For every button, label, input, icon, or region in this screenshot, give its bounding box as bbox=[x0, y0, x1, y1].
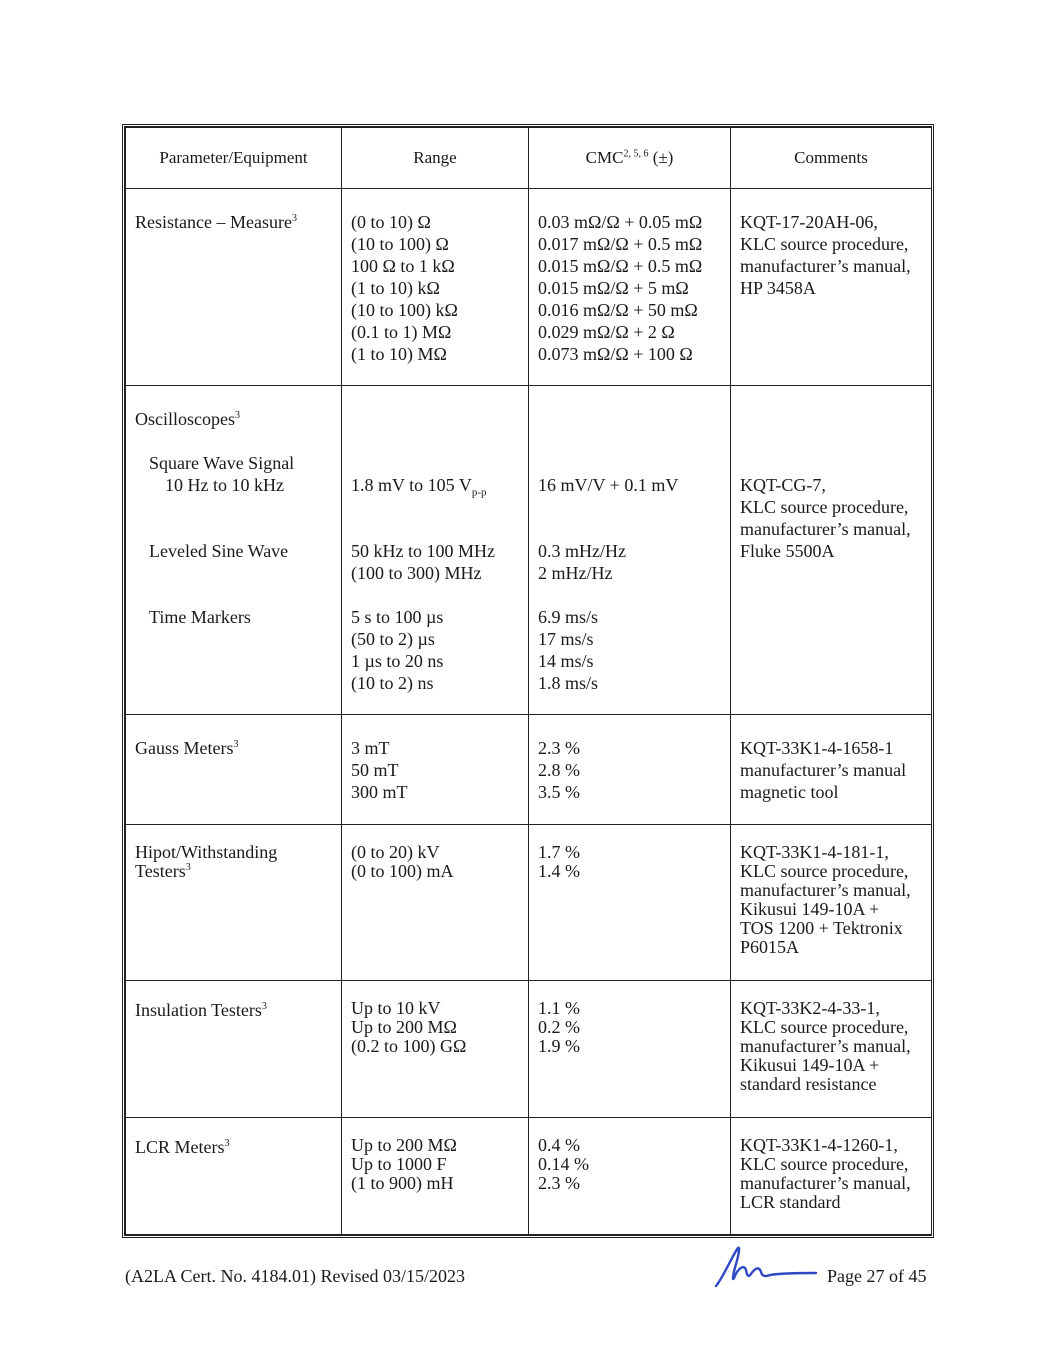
comment-line: TOS 1200 + Tektronix bbox=[740, 918, 903, 938]
comment-line: magnetic tool bbox=[740, 782, 839, 802]
spacer bbox=[351, 496, 519, 518]
cmc-value: 0.4 % bbox=[538, 1135, 580, 1155]
param-name-cont bbox=[135, 862, 332, 881]
spacer bbox=[135, 518, 332, 540]
spacer bbox=[740, 430, 922, 452]
comment-line: Kikusui 149-10A + bbox=[740, 899, 880, 919]
comment-line: KQT-33K1-4-1260-1, bbox=[740, 1135, 898, 1155]
comment-line: manufacturer’s manual, bbox=[740, 880, 911, 900]
range-cell bbox=[342, 1118, 529, 1235]
spacer bbox=[538, 518, 721, 540]
comment-line: manufacturer’s manual, bbox=[740, 519, 911, 539]
range-value bbox=[351, 474, 519, 499]
comment-line: standard resistance bbox=[740, 1074, 877, 1094]
comment-line: Kikusui 149-10A + bbox=[740, 1055, 880, 1075]
range-value: 1 µs to 20 ns bbox=[351, 651, 444, 671]
cmc-value: 2.8 % bbox=[538, 760, 580, 780]
comment-line: KQT-17-20AH-06, bbox=[740, 212, 878, 232]
range-cell bbox=[342, 715, 529, 825]
sub-parameter: Square Wave Signal bbox=[149, 453, 295, 473]
cmc-cell bbox=[529, 825, 731, 981]
sub-parameter: Leveled Sine Wave bbox=[149, 541, 289, 561]
range-cell bbox=[342, 386, 529, 715]
param-name: Testers bbox=[135, 861, 186, 881]
cmc-value: 1.4 % bbox=[538, 861, 580, 881]
range-value: (1 to 900) mH bbox=[351, 1173, 454, 1193]
header-cmc bbox=[529, 128, 731, 189]
comments-cell bbox=[731, 715, 932, 825]
range-value: 3 mT bbox=[351, 738, 390, 758]
footer-page-number: Page 27 of 45 bbox=[827, 1266, 927, 1286]
cmc-value: 0.017 mΩ/Ω + 0.5 mΩ bbox=[538, 234, 703, 254]
cmc-value: 0.029 mΩ/Ω + 2 Ω bbox=[538, 322, 675, 342]
cmc-value: 14 ms/s bbox=[538, 651, 594, 671]
comment-line: manufacturer’s manual, bbox=[740, 1173, 911, 1193]
range-subscript: p-p bbox=[471, 486, 487, 499]
range-value: 100 Ω to 1 kΩ bbox=[351, 256, 455, 276]
param-note: 3 bbox=[261, 1001, 267, 1012]
param-note: 3 bbox=[234, 410, 240, 421]
cmc-value: 0.03 mΩ/Ω + 0.05 mΩ bbox=[538, 212, 703, 232]
range-value: (10 to 2) ns bbox=[351, 673, 434, 693]
spacer bbox=[351, 452, 519, 474]
comment-line: manufacturer’s manual, bbox=[740, 1036, 911, 1056]
range-value: (0 to 20) kV bbox=[351, 842, 440, 862]
cmc-value: 0.14 % bbox=[538, 1154, 589, 1174]
cmc-cell bbox=[529, 981, 731, 1118]
param-name: Gauss Meters bbox=[135, 738, 234, 758]
comment-line: KLC source procedure, bbox=[740, 497, 909, 517]
spacer bbox=[351, 584, 519, 606]
range-value: Up to 200 MΩ bbox=[351, 1135, 457, 1155]
signature-icon bbox=[712, 1242, 820, 1290]
comments-cell bbox=[731, 189, 932, 386]
param-name: LCR Meters bbox=[135, 1137, 225, 1157]
header-range: Range bbox=[342, 128, 529, 189]
scope-table bbox=[125, 127, 932, 1235]
cmc-value: 0.015 mΩ/Ω + 5 mΩ bbox=[538, 278, 689, 298]
param-name: Insulation Testers bbox=[135, 1000, 262, 1020]
param-title bbox=[135, 408, 332, 430]
spacer bbox=[135, 496, 332, 518]
range-cell bbox=[342, 981, 529, 1118]
range-value: 300 mT bbox=[351, 782, 408, 802]
cmc-value: 3.5 % bbox=[538, 782, 580, 802]
range-value: Up to 1000 F bbox=[351, 1154, 447, 1174]
range-cell bbox=[342, 825, 529, 981]
comment-line: KQT-33K1-4-1658-1 bbox=[740, 738, 894, 758]
header-comments: Comments bbox=[731, 128, 932, 189]
range-main: 1.8 mV to 105 V bbox=[351, 475, 472, 495]
param-name: Hipot/Withstanding bbox=[135, 842, 278, 862]
spacer bbox=[538, 496, 721, 518]
header-cmc-notes: 2, 5, 6 bbox=[623, 148, 649, 160]
range-value: (10 to 100) kΩ bbox=[351, 300, 458, 320]
spacer bbox=[135, 562, 332, 584]
spacer bbox=[538, 430, 721, 452]
param-cell bbox=[126, 189, 342, 386]
table-row bbox=[126, 825, 932, 981]
range-value: (0 to 10) Ω bbox=[351, 212, 431, 232]
comment-line: HP 3458A bbox=[740, 278, 816, 298]
range-value: 5 s to 100 µs bbox=[351, 607, 444, 627]
cmc-value: 0.3 mHz/Hz bbox=[538, 541, 626, 561]
header-parameter: Parameter/Equipment bbox=[126, 128, 342, 189]
param-cell bbox=[126, 825, 342, 981]
range-value: (1 to 10) kΩ bbox=[351, 278, 440, 298]
sub-parameter-detail: 10 Hz to 10 kHz bbox=[165, 475, 284, 495]
spacer bbox=[538, 452, 721, 474]
range-value: (0.1 to 1) MΩ bbox=[351, 322, 452, 342]
table-row bbox=[126, 189, 932, 386]
cmc-value: 17 ms/s bbox=[538, 629, 594, 649]
footer-cert-revision: (A2LA Cert. No. 4184.01) Revised 03/15/2023 bbox=[125, 1266, 465, 1286]
scope-table-frame bbox=[122, 124, 934, 1238]
cmc-value: 6.9 ms/s bbox=[538, 607, 599, 627]
cmc-value: 1.9 % bbox=[538, 1036, 580, 1056]
param-note: 3 bbox=[233, 739, 239, 750]
cmc-cell bbox=[529, 189, 731, 386]
cmc-value: 0.073 mΩ/Ω + 100 Ω bbox=[538, 344, 693, 364]
comment-line: KLC source procedure, bbox=[740, 1017, 909, 1037]
cmc-cell bbox=[529, 715, 731, 825]
spacer bbox=[351, 518, 519, 540]
range-value: (1 to 10) MΩ bbox=[351, 344, 447, 364]
param-note: 3 bbox=[224, 1138, 230, 1149]
range-cell bbox=[342, 189, 529, 386]
param-note: 3 bbox=[291, 213, 297, 224]
range-value: (10 to 100) Ω bbox=[351, 234, 449, 254]
cmc-cell bbox=[529, 386, 731, 715]
spacer bbox=[135, 584, 332, 606]
comment-line: KQT-CG-7, bbox=[740, 475, 826, 495]
param-cell bbox=[126, 1118, 342, 1235]
range-value: (50 to 2) µs bbox=[351, 629, 435, 649]
cmc-value: 0.2 % bbox=[538, 1017, 580, 1037]
comment-line: KLC source procedure, bbox=[740, 234, 909, 254]
table-row bbox=[126, 386, 932, 715]
spacer bbox=[538, 584, 721, 606]
comment-line: KLC source procedure, bbox=[740, 1154, 909, 1174]
cmc-value: 1.8 ms/s bbox=[538, 673, 599, 693]
spacer bbox=[538, 408, 721, 430]
cmc-value: 2.3 % bbox=[538, 738, 580, 758]
param-cell bbox=[126, 386, 342, 715]
comment-line: LCR standard bbox=[740, 1192, 841, 1212]
range-value: Up to 200 MΩ bbox=[351, 1017, 457, 1037]
comment-line: KQT-33K2-4-33-1, bbox=[740, 998, 880, 1018]
param-cell bbox=[126, 715, 342, 825]
spacer bbox=[740, 408, 922, 430]
range-value: (0.2 to 100) GΩ bbox=[351, 1036, 467, 1056]
table-header-row bbox=[126, 128, 932, 189]
param-name: Oscilloscopes bbox=[135, 409, 235, 429]
cmc-value: 2 mHz/Hz bbox=[538, 563, 613, 583]
cmc-value: 0.016 mΩ/Ω + 50 mΩ bbox=[538, 300, 698, 320]
spacer bbox=[351, 430, 519, 452]
table-row bbox=[126, 1118, 932, 1235]
range-value: 50 mT bbox=[351, 760, 399, 780]
comment-line: manufacturer’s manual bbox=[740, 760, 907, 780]
range-value: Up to 10 kV bbox=[351, 998, 441, 1018]
cmc-value: 1.7 % bbox=[538, 842, 580, 862]
comments-cell bbox=[731, 825, 932, 981]
comment-line: Fluke 5500A bbox=[740, 541, 835, 561]
spacer bbox=[135, 430, 332, 452]
spacer bbox=[740, 452, 922, 474]
cmc-value: 0.015 mΩ/Ω + 0.5 mΩ bbox=[538, 256, 703, 276]
range-value: (100 to 300) MHz bbox=[351, 563, 482, 583]
comment-line: KLC source procedure, bbox=[740, 861, 909, 881]
header-cmc-suffix: (±) bbox=[648, 148, 674, 167]
table-row bbox=[126, 715, 932, 825]
cmc-value: 16 mV/V + 0.1 mV bbox=[538, 475, 679, 495]
cmc-value: 2.3 % bbox=[538, 1173, 580, 1193]
cmc-cell bbox=[529, 1118, 731, 1235]
table-row bbox=[126, 981, 932, 1118]
range-value: (0 to 100) mA bbox=[351, 861, 454, 881]
spacer bbox=[351, 408, 519, 430]
param-note: 3 bbox=[185, 862, 191, 873]
comments-cell bbox=[731, 386, 932, 715]
cmc-value: 1.1 % bbox=[538, 998, 580, 1018]
range-value: 50 kHz to 100 MHz bbox=[351, 541, 495, 561]
comment-line: manufacturer’s manual, bbox=[740, 256, 911, 276]
comments-cell bbox=[731, 981, 932, 1118]
comment-line: KQT-33K1-4-181-1, bbox=[740, 842, 889, 862]
comment-line: P6015A bbox=[740, 937, 800, 957]
param-name: Resistance – Measure bbox=[135, 212, 292, 232]
param-cell bbox=[126, 981, 342, 1118]
header-cmc-label: CMC bbox=[585, 148, 624, 167]
comments-cell bbox=[731, 1118, 932, 1235]
sub-parameter: Time Markers bbox=[149, 607, 251, 627]
